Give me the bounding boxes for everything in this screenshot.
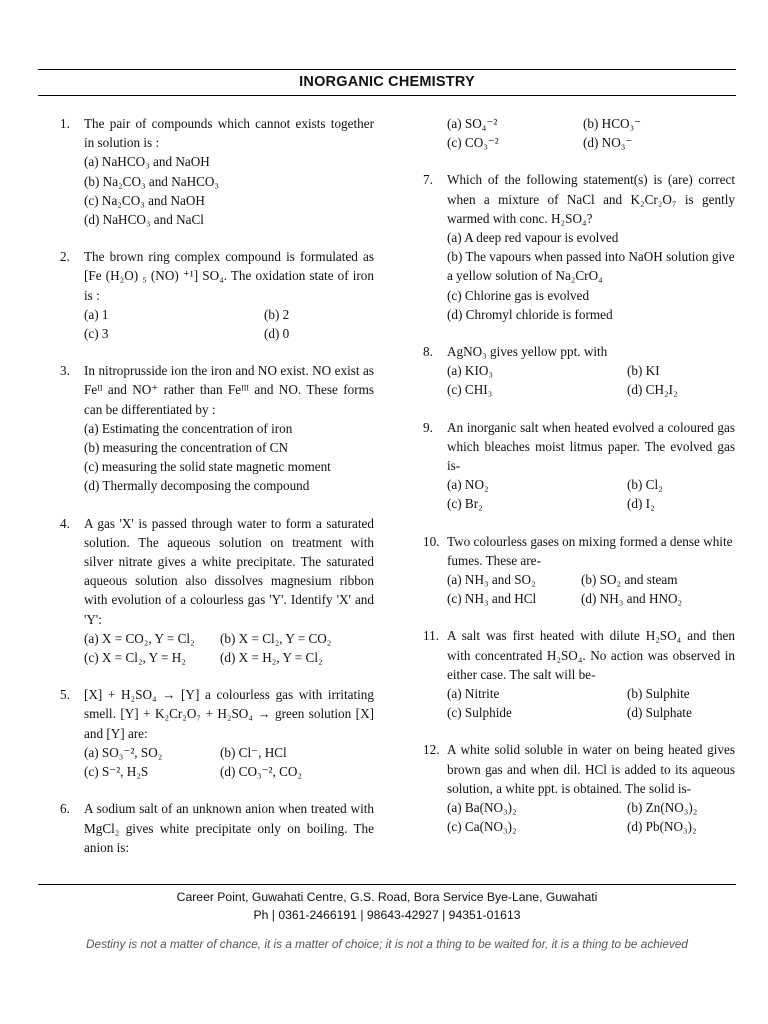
- question-stem: [X] + H₂SO₄ → [Y] a colourless gas with irritating smell. [Y] + K₂Cr₂O₇ + H₂SO₄ → green solution [X] and [Y] are:: [84, 687, 374, 741]
- question-9: [423, 418, 735, 514]
- option-c: (c) Br₂: [447, 496, 483, 512]
- question-3: [60, 361, 374, 495]
- option-a: (a) A deep red vapour is evolved: [447, 230, 619, 246]
- option-c: (c) S⁻², H₂S: [84, 764, 149, 780]
- option-d: (d) 0: [264, 326, 290, 342]
- question-stem: In nitroprusside ion the iron and NO exist. NO exist as Feᴵᴵ and NO⁺ rather than Feᴵᴵᴵ and NO. These forms can be differentiated by :: [84, 363, 374, 417]
- question-number: 1.: [60, 116, 70, 131]
- question-4: [60, 514, 374, 668]
- footer-phone: Ph | 0361-2466191 | 98643-42927 | 94351-01613: [253, 908, 521, 922]
- question-number: 12.: [423, 742, 440, 758]
- option-b: (b) SO₂ and steam: [581, 572, 678, 588]
- question-stem: A white solid soluble in water on being heated gives brown gas and when dil. HCl is added to its aqueous solution, a white ppt. is obtained. The solid is-: [447, 742, 735, 796]
- option-c: (c) 3: [84, 326, 109, 342]
- option-d: (d) Sulphate: [627, 705, 692, 721]
- title-rule: [38, 95, 736, 96]
- question-number: 4.: [60, 515, 70, 531]
- option-a: (a) SO₃⁻², SO₂: [84, 744, 163, 760]
- option-b: (b) Sulphite: [627, 686, 690, 702]
- question-number: 7.: [423, 172, 433, 188]
- question-12: [423, 740, 735, 836]
- option-a: (a) 1: [84, 306, 109, 322]
- option-d: (d) Chromyl chloride is formed: [447, 306, 613, 322]
- option-c: (c) NH₃ and HCl: [447, 591, 537, 607]
- page-title: INORGANIC CHEMISTRY: [299, 74, 475, 90]
- footer-rule: [38, 884, 736, 885]
- option-d: (d) X = H₂, Y = Cl₂: [220, 650, 323, 666]
- option-b: (b) Na₂CO₃ and NaHCO₃: [84, 173, 220, 189]
- question-number: 2.: [60, 249, 70, 265]
- question-1: [60, 114, 374, 229]
- option-a: (a) X = CO₂, Y = Cl₂: [84, 630, 195, 646]
- option-b: (b) measuring the concentration of CN: [84, 440, 288, 456]
- question-number: 11.: [423, 628, 439, 644]
- footer-address: Career Point, Guwahati Centre, G.S. Road, Bora Service Bye-Lane, Guwahati: [176, 890, 598, 904]
- right-column: [423, 114, 735, 837]
- option-c: (c) CHI₃: [447, 382, 493, 398]
- question-5: [60, 685, 374, 781]
- question-number: 3.: [60, 363, 70, 379]
- option-d: (d) NO₃⁻: [583, 135, 633, 151]
- question-stem: AgNO₃ gives yellow ppt. with: [447, 344, 608, 360]
- option-a: (a) SO₄⁻²: [447, 116, 498, 131]
- option-a: (a) NO₂: [447, 477, 489, 493]
- option-d: (d) Pb(NO₃)₂: [627, 819, 697, 835]
- question-stem: Two colourless gases on mixing formed a dense white fumes. These are-: [447, 533, 733, 568]
- question-number: 9.: [423, 419, 433, 435]
- question-8: [423, 342, 735, 400]
- option-a: (a) Nitrite: [447, 686, 500, 702]
- option-b: (b) The vapours when passed into NaOH solution give a yellow solution of Na₂CrO₄: [447, 249, 735, 284]
- option-d: (d) Thermally decomposing the compound: [84, 478, 310, 494]
- footer: [38, 888, 736, 924]
- question-stem: A gas 'X' is passed through water to form a saturated solution. The aqueous solution on treatment with silver nitrate gives a white precipitate. The saturated aqueous solution also dissolves magnesium ribbon with evolution of a colourless gas 'Y'. Identify 'X' and 'Y':: [84, 515, 374, 627]
- option-c: (c) measuring the solid state magnetic moment: [84, 459, 331, 475]
- option-c: (c) X = Cl₂, Y = H₂: [84, 650, 186, 666]
- option-a: (a) Estimating the concentration of iron: [84, 420, 293, 436]
- question-stem: A salt was first heated with dilute H₂SO₄ and then with concentrated H₂SO₄. No action was observed in either case. The salt will be-: [447, 628, 735, 682]
- option-d: (d) I₂: [627, 496, 655, 512]
- option-c: (c) Sulphide: [447, 705, 512, 721]
- option-b: (b) Cl₂: [627, 477, 663, 493]
- question-10: [423, 532, 735, 609]
- option-c: (c) Chlorine gas is evolved: [447, 287, 590, 303]
- option-d: (d) NH₃ and HNO₂: [581, 591, 683, 607]
- option-b: (b) 2: [264, 306, 290, 322]
- option-a: (a) NH₃ and SO₂: [447, 572, 536, 588]
- option-b: (b) Zn(NO₃)₂: [627, 800, 698, 816]
- question-number: 5.: [60, 687, 70, 703]
- option-a: (a) KIO₃: [447, 363, 493, 379]
- question-stem: Which of the following statement(s) is (are) correct when a mixture of NaCl and K₂Cr₂O₇ is gently warmed with conc. H₂SO₄?: [447, 172, 735, 226]
- option-c: (c) Ca(NO₃)₂: [447, 819, 517, 835]
- question-number: 8.: [423, 344, 433, 360]
- option-d: (d) NaHCO₃ and NaCl: [84, 212, 204, 228]
- option-b: (b) HCO₃⁻: [583, 116, 642, 131]
- option-b: (b) X = Cl₂, Y = CO₂: [220, 630, 332, 646]
- option-b: (b) KI: [627, 363, 660, 379]
- question-7: [423, 170, 735, 324]
- question-stem: A sodium salt of an unknown anion when treated with MgCl₂ gives white precipitate only on boiling. The anion is:: [84, 801, 374, 855]
- option-b: (b) Cl⁻, HCl: [220, 744, 287, 760]
- question-stem: The brown ring complex compound is formulated as [Fe (H₂O) ₅ (NO) ⁺¹] SO₄. The oxidation state of iron is :: [84, 249, 374, 303]
- left-column: [60, 114, 374, 857]
- option-a: (a) NaHCO₃ and NaOH: [84, 154, 210, 170]
- question-stem: The pair of compounds which cannot exists together in solution is :: [84, 116, 374, 151]
- question-stem: An inorganic salt when heated evolved a coloured gas which bleaches moist litmus paper. The evolved gas is-: [447, 419, 735, 474]
- option-c: (c) Na₂CO₃ and NaOH: [84, 192, 205, 208]
- question-number: 6.: [60, 801, 70, 817]
- option-d: (d) CH₂I₂: [627, 382, 678, 398]
- question-number: 10.: [423, 533, 440, 549]
- question-2: [60, 247, 374, 343]
- footer-motto: Destiny is not a matter of chance, it is a matter of choice; it is not a thing to be waited for, it is a thing to be achieved: [86, 937, 688, 951]
- option-d: (d) CO₃⁻², CO₂: [220, 764, 303, 780]
- question-6: [60, 799, 374, 857]
- top-rule: [38, 69, 736, 70]
- option-a: (a) Ba(NO₃)₂: [447, 800, 517, 816]
- option-c: (c) CO₃⁻²: [447, 135, 499, 151]
- question-11: [423, 626, 735, 722]
- question-6-options: [423, 114, 735, 152]
